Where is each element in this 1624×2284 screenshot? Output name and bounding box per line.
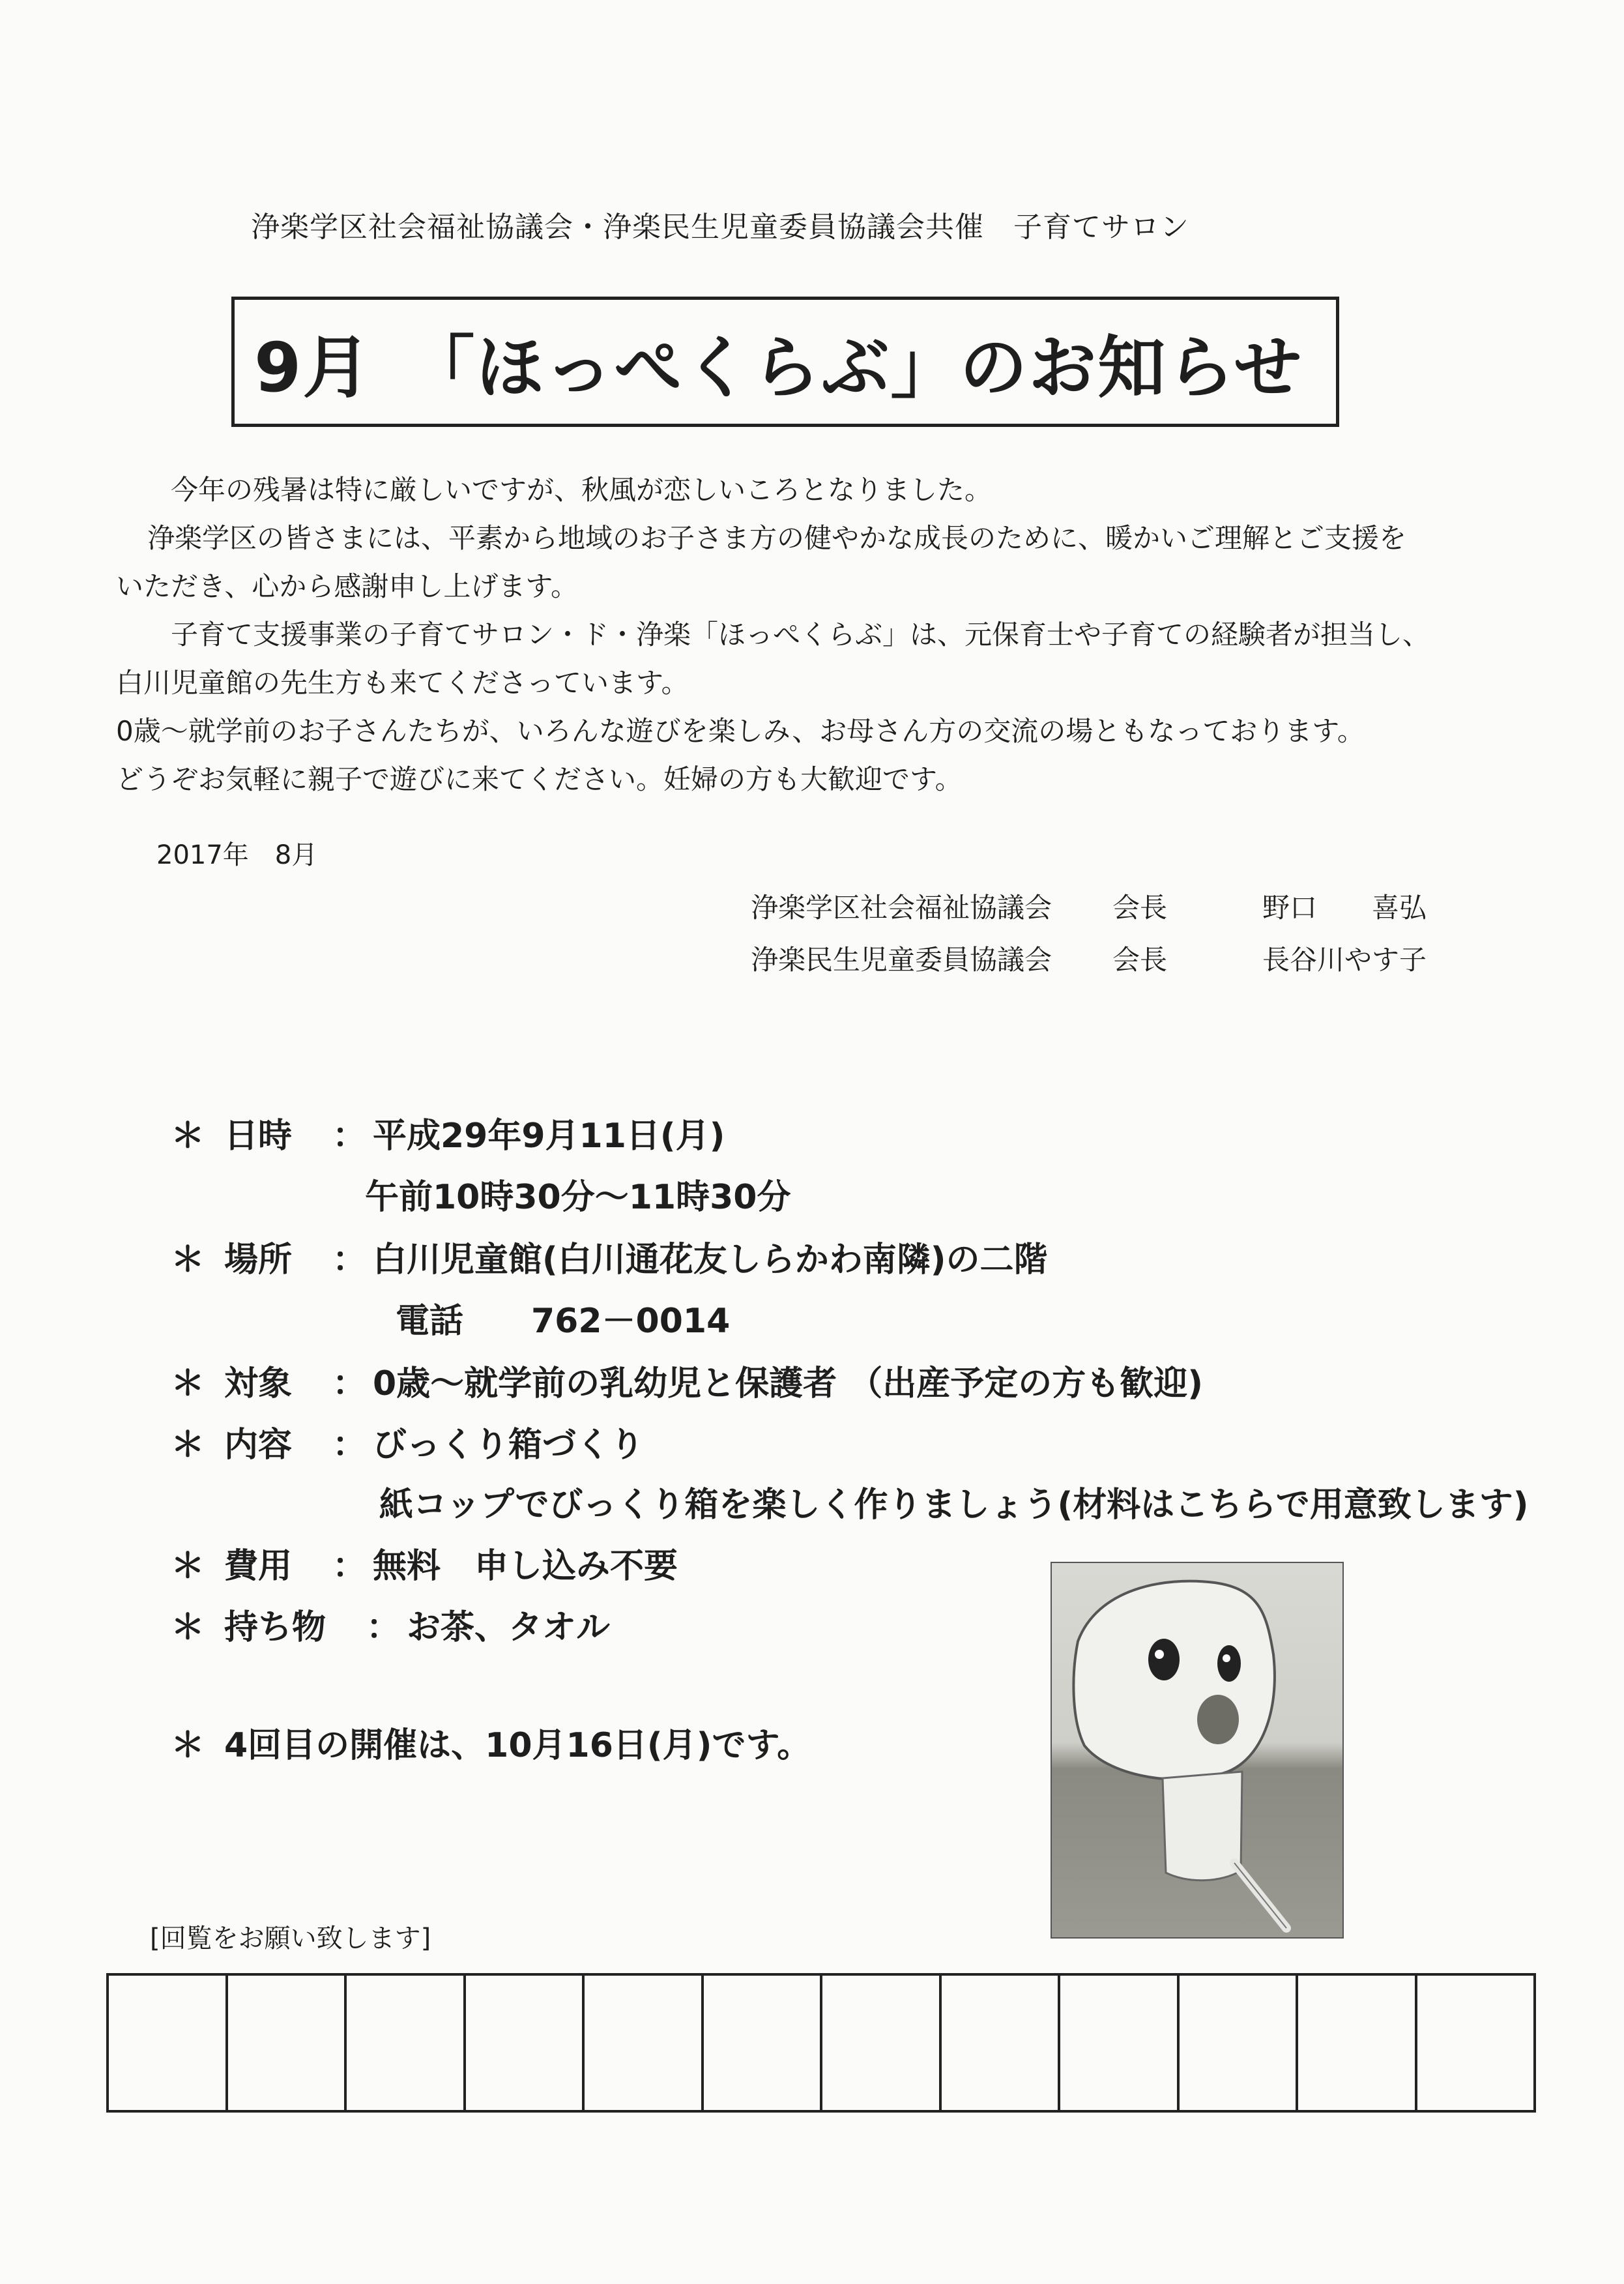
detail-value-cont: 午前10時30分～11時30分 — [365, 1178, 791, 1217]
stamp-box — [1298, 1976, 1417, 2110]
detail-label: 持ち物 — [224, 1608, 326, 1647]
detail-value: 4回目の開催は、10月16日(月)です。 — [224, 1726, 811, 1765]
detail-value: びっくり箱づくり — [373, 1426, 645, 1465]
intro-line: 今年の残暑は特に厳しいですが、秋風が恋しいころとなりました。 — [171, 474, 993, 506]
stamp-box — [228, 1976, 347, 2110]
detail-phone: 電話 762－0014 — [396, 1302, 731, 1341]
page-title-box — [231, 297, 1339, 427]
stamp-box — [347, 1976, 466, 2110]
signature-role: 会長 — [1112, 892, 1168, 924]
intro-line: 子育て支援事業の子育てサロン・ド・浄楽「ほっぺくらぶ」は、元保育士や子育ての経験者が担当し、 — [171, 619, 1430, 651]
detail-colon: ： — [366, 1608, 401, 1647]
detail-label: 内容 — [224, 1426, 293, 1465]
detail-value: 0歳～就学前の乳幼児と保護者 （出産予定の方も歓迎) — [373, 1364, 1204, 1403]
bullet-asterisk: ＊ — [171, 1426, 205, 1465]
detail-value-cont: 紙コップでびっくり箱を楽しく作りましょう(材料はこちらで用意致します) — [379, 1486, 1529, 1525]
detail-label: 費用 — [224, 1547, 293, 1586]
detail-label: 日時 — [224, 1117, 293, 1156]
bullet-asterisk: ＊ — [171, 1240, 205, 1280]
detail-value: 無料 申し込み不要 — [373, 1547, 678, 1586]
signature-role: 会長 — [1112, 944, 1168, 976]
signature-name: 長谷川やす子 — [1262, 944, 1427, 976]
intro-line: どうぞお気軽に親子で遊びに来てください。妊婦の方も大歓迎です。 — [116, 763, 963, 795]
detail-colon: ： — [332, 1240, 367, 1280]
page-title: 9月 「ほっぺくらぶ」のお知らせ — [254, 328, 1303, 407]
detail-colon: ： — [332, 1426, 367, 1465]
bullet-asterisk: ＊ — [171, 1608, 205, 1647]
issue-date: 2017年 8月 — [156, 840, 318, 870]
detail-colon: ： — [332, 1547, 367, 1586]
circulation-label: [回覧をお願い致します] — [150, 1924, 431, 1954]
intro-line: いただき、心から感謝申し上げます。 — [116, 570, 578, 602]
circulation-stamp-grid — [106, 1973, 1536, 2113]
stamp-box — [1180, 1976, 1299, 2110]
detail-value: お茶、タオル — [407, 1608, 611, 1647]
detail-value: 平成29年9月11日(月) — [373, 1117, 725, 1156]
stamp-box — [822, 1976, 942, 2110]
bullet-asterisk: ＊ — [171, 1726, 205, 1765]
bullet-asterisk: ＊ — [171, 1364, 205, 1403]
intro-text — [116, 466, 1537, 804]
bullet-asterisk: ＊ — [171, 1547, 205, 1586]
signature-name: 野口 喜弘 — [1262, 892, 1427, 924]
stamp-box — [1417, 1976, 1534, 2110]
stamp-box — [704, 1976, 823, 2110]
detail-label: 場所 — [224, 1240, 293, 1280]
jack-in-the-box-photo — [1051, 1562, 1344, 1939]
intro-line: 白川児童館の先生方も来てくださっています。 — [116, 667, 689, 699]
detail-label: 対象 — [224, 1364, 293, 1403]
stamp-box — [1060, 1976, 1180, 2110]
stamp-box — [942, 1976, 1061, 2110]
stamp-box — [109, 1976, 228, 2110]
signature-org: 浄楽学区社会福祉協議会 — [751, 892, 1052, 924]
detail-colon: ： — [332, 1364, 367, 1403]
stamp-box — [466, 1976, 585, 2110]
bullet-asterisk: ＊ — [171, 1117, 205, 1156]
detail-value: 白川児童館(白川通花友しらかわ南隣)の二階 — [373, 1240, 1048, 1280]
header-organizers: 浄楽学区社会福祉協議会・浄楽民生児童委員協議会共催 子育てサロン — [251, 211, 1189, 244]
intro-line: 0歳～就学前のお子さんたちが、いろんな遊びを楽しみ、お母さん方の交流の場ともなっております。 — [116, 715, 1365, 747]
intro-line: 浄楽学区の皆さまには、平素から地域のお子さま方の健やかな成長のために、暖かいご理解とご支援を — [147, 522, 1407, 554]
stamp-box — [585, 1976, 704, 2110]
detail-colon: ： — [332, 1117, 367, 1156]
signature-org: 浄楽民生児童委員協議会 — [751, 944, 1052, 976]
